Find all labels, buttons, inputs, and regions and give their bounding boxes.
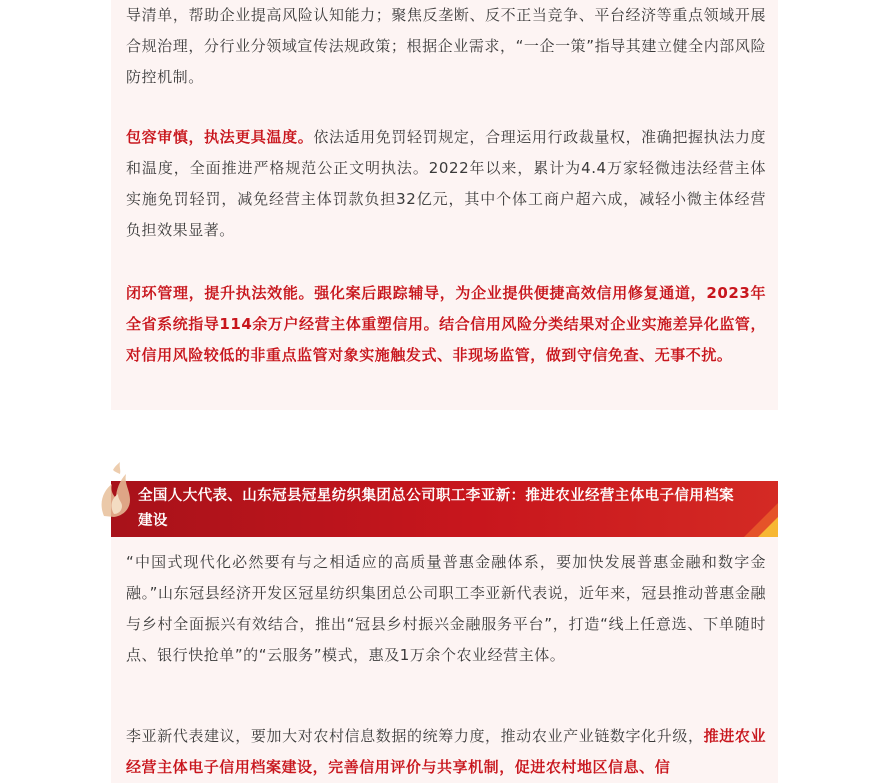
section-title: 全国人大代表、山东冠县冠星纺织集团总公司职工李亚新：推进农业经营主体电子信用档案建设	[138, 488, 734, 529]
paragraph-text: “中国式现代化必然要有与之相适应的高质量普惠金融体系，要加快发展普惠金融和数字金融。”山东冠县经济开发区冠星纺织集团总公司职工李亚新代表说，近年来，冠县推动普惠金融与乡村全面振兴有效结合，推出“冠县乡村振兴金融服务平台”，打造“线上任意选、下单随时点、银行快抢单”的“云服务”模式，惠及1万余个农业经营主体。	[126, 553, 766, 664]
paragraph-inclusive-finance	[126, 547, 766, 671]
paragraph-text: 导清单，帮助企业提高风险认知能力；聚焦反垄断、反不正当竞争、平台经济等重点领域开展合规治理，分行业分领域宣传法规政策；根据企业需求，“一企一策”指导其建立健全内部风险防控机制。	[126, 6, 766, 86]
paragraph-compliance	[126, 0, 766, 93]
paragraph-highlight: 推进农业经营主体电子信用档案建设，完善信用评价与共享机制，促进农村地区信息、信	[126, 727, 766, 776]
paragraph-text: 闭环管理，提升执法效能。强化案后跟踪辅导，为企业提供便捷高效信用修复通道，2023年全省系统指导114余万户经营主体重塑信用。结合信用风险分类结果对企业实施差异化监管，对信用风险较低的非重点监管对象实施触发式、非现场监管，做到守信免查、无事不扰。	[126, 284, 766, 364]
paragraph-proposal	[126, 721, 766, 783]
corner-decoration-inner	[758, 517, 778, 537]
paragraph-highlight: 包容审慎，执法更具温度。	[126, 128, 314, 146]
section-header	[111, 481, 778, 537]
paragraph-closed-loop	[126, 278, 766, 371]
paragraph-text: 李亚新代表建议，要加大对农村信息数据的统筹力度，推动农业产业链数字化升级，	[126, 727, 704, 745]
paragraph-text: 依法适用免罚轻罚规定，合理运用行政裁量权，准确把握执法力度和温度，全面推进严格规范公正文明执法。2022年以来，累计为4.4万家轻微违法经营主体实施免罚轻罚，减免经营主体罚款负担32亿元，其中个体工商户超六成，减轻小微主体经营负担效果显著。	[126, 128, 767, 239]
torch-flame-icon	[96, 462, 136, 518]
paragraph-inclusive-enforcement	[126, 122, 766, 246]
